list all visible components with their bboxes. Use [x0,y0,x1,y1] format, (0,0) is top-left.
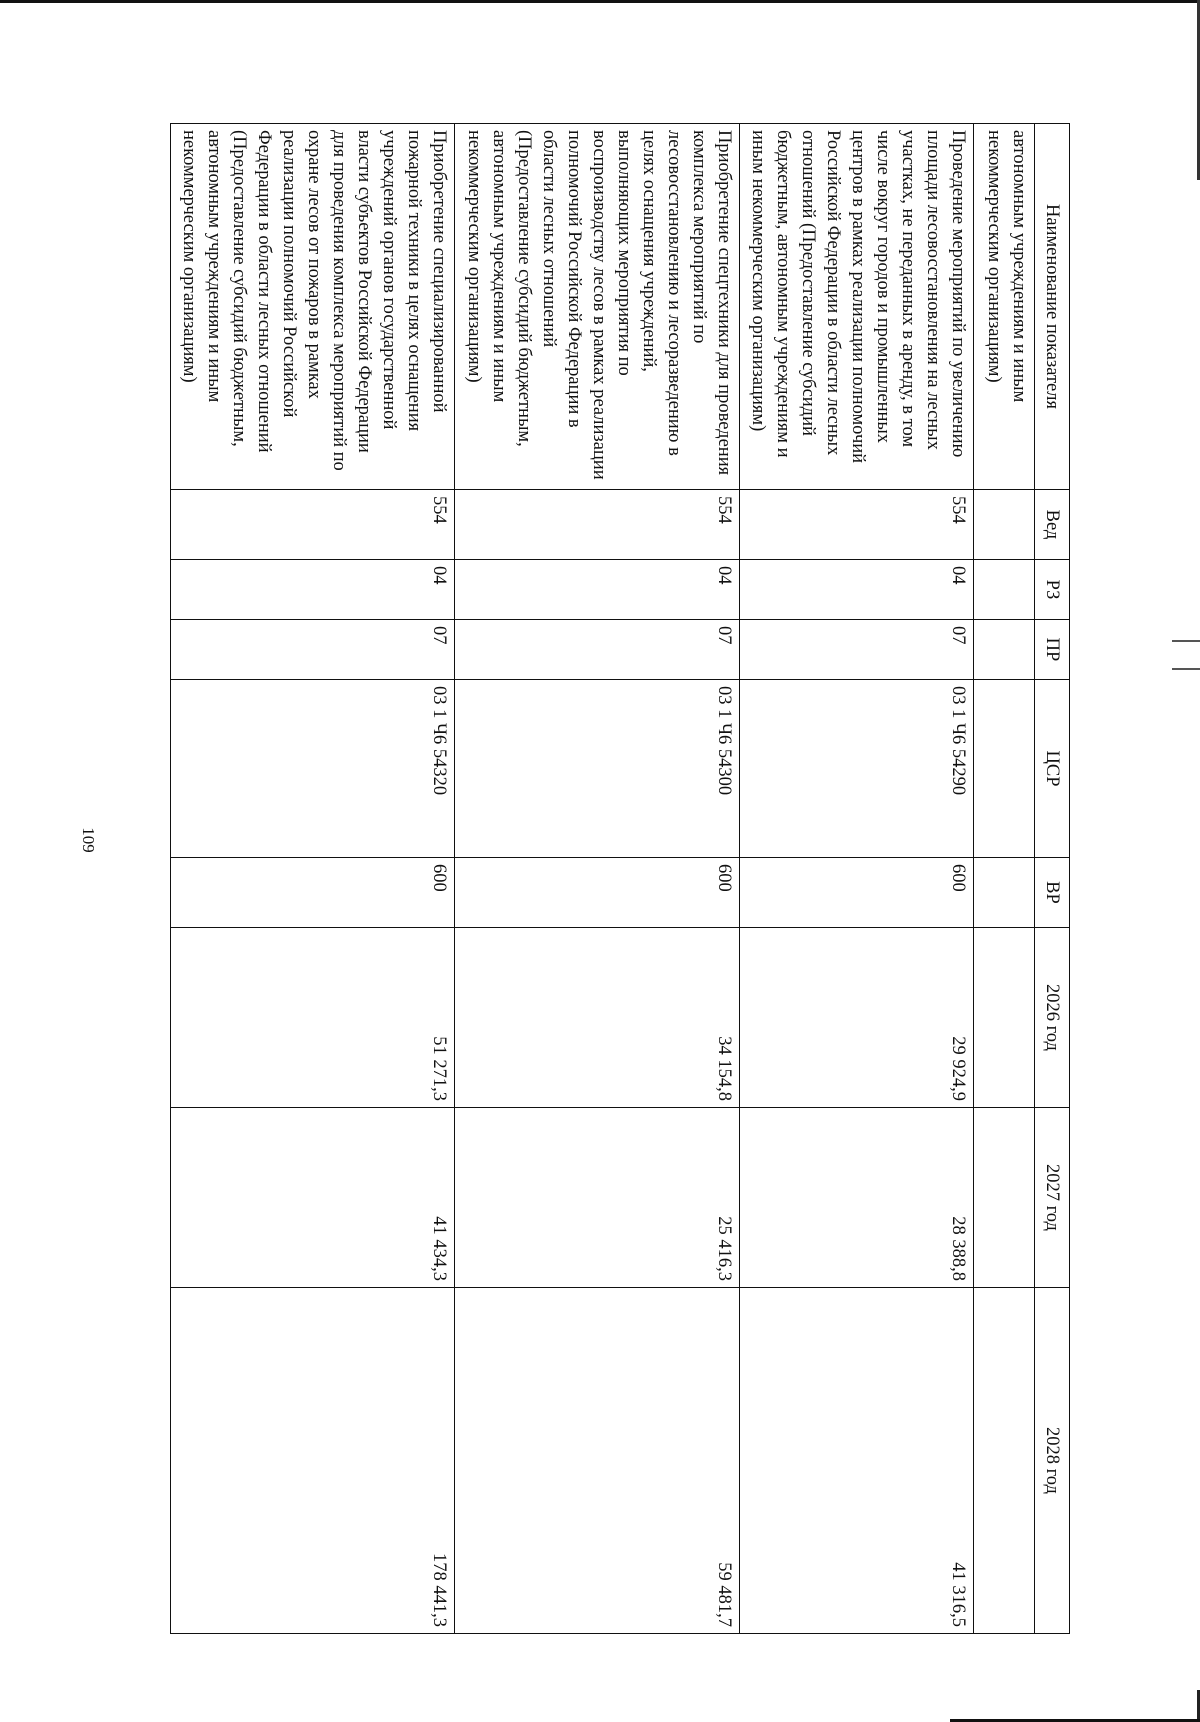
cell-2028: 178 441,3 [171,1288,456,1634]
cell-2026: 34 154,8 [455,928,739,1108]
cell-rz [974,560,1035,620]
cell-pr [974,620,1035,680]
header-name: Наименование показателя [1035,124,1070,490]
header-csr: ЦСР [1035,680,1070,858]
page-number: 109 [79,827,98,853]
cell-2027: 28 388,8 [739,1108,973,1288]
cell-csr: 03 1 Ч6 54290 [739,680,973,858]
header-vr: ВР [1035,858,1070,928]
cell-vr: 600 [171,858,456,928]
header-2026: 2026 год [1035,928,1070,1108]
scan-edge-mark [1172,668,1200,670]
cell-csr: 03 1 Ч6 54300 [455,680,739,858]
cell-2028: 41 316,5 [739,1288,973,1634]
cell-ved: 554 [171,490,456,560]
table-row [739,124,973,1634]
cell-2026: 51 271,3 [171,928,456,1108]
cell-pr: 07 [455,620,739,680]
rotated-table-container [170,123,1070,1633]
table-row [171,124,456,1634]
table-header-row [1035,124,1070,1634]
cell-2027: 25 416,3 [455,1108,739,1288]
cell-2027 [974,1108,1035,1288]
cell-name: Приобретение спецтехники для проведения комплекса мероприятий по лесовосстановлению и лесоразведению в целях оснащения учреждений, выполняющих мероприятия по воспроизводству лесов в рамках реализации полномочий Российской Федерации в области лесных отношений (Предоставление субсидий бюджетным, автономным учреждениям и иным некоммерческим организациям) [455,124,739,490]
cell-rz: 04 [739,560,973,620]
cell-name: Приобретение специализированной пожарной техники в целях оснащения учреждений органов государственной власти субъектов Российской Федерации для проведения комплекса мероприятий по охране лесов от пожаров в рамках реализации полномочий Российской Федерации в области лесных отношений (Предоставление субсидий бюджетным, автономным учреждениям и иным некоммерческим организациям) [171,124,456,490]
cell-name: автономным учреждениям и иным некоммерческим организациям) [974,124,1035,490]
cell-2027: 41 434,3 [171,1108,456,1288]
cell-csr: 03 1 Ч6 54320 [171,680,456,858]
cell-rz: 04 [455,560,739,620]
cell-vr [974,858,1035,928]
table-row [455,124,739,1634]
budget-table [170,123,1070,1634]
header-rz: РЗ [1035,560,1070,620]
cell-2026: 29 924,9 [739,928,973,1108]
cell-2028: 59 481,7 [455,1288,739,1634]
cell-csr [974,680,1035,858]
cell-ved: 554 [455,490,739,560]
cell-pr: 07 [739,620,973,680]
header-2027: 2027 год [1035,1108,1070,1288]
header-2028: 2028 год [1035,1288,1070,1634]
header-ved: Вед [1035,490,1070,560]
cell-2026 [974,928,1035,1108]
cell-ved [974,490,1035,560]
cell-vr: 600 [455,858,739,928]
cell-2028 [974,1288,1035,1634]
header-pr: ПР [1035,620,1070,680]
scan-edge-mark [1172,640,1200,642]
cell-rz: 04 [171,560,456,620]
cell-name: Проведение мероприятий по увеличению площади лесовосстановления на лесных участках, не переданных в аренду, в том числе вокруг городов и промышленных центров в рамках реализации полномочий Российской Федерации в области лесных отношений (Предоставление субсидий бюджетным, автономным учреждениям и иным некоммерческим организациям) [739,124,973,490]
table-row-continuation [974,124,1035,1634]
scan-edge-top [0,0,1200,3]
cell-pr: 07 [171,620,456,680]
cell-ved: 554 [739,490,973,560]
cell-vr: 600 [739,858,973,928]
